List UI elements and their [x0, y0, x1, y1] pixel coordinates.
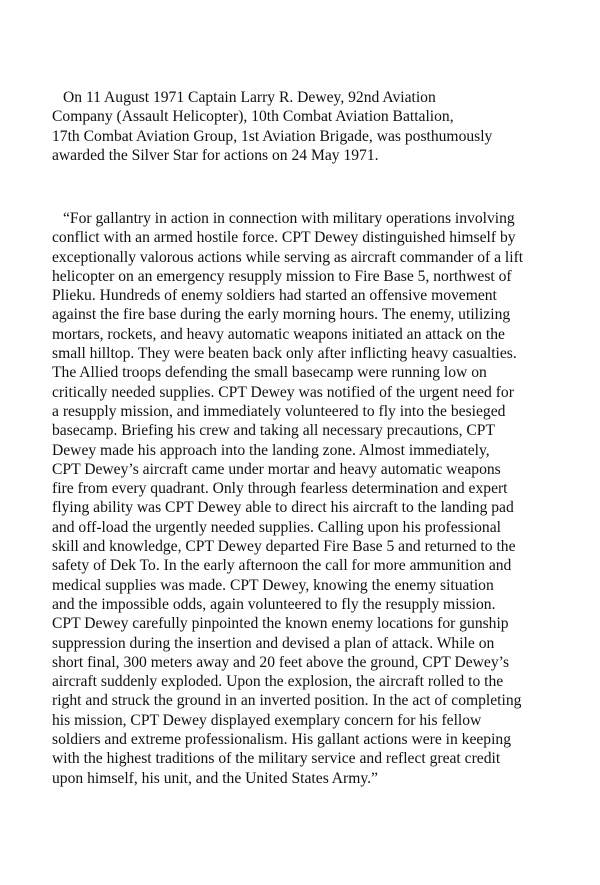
citation-line: small hilltop. They were beaten back only after inflicting heavy casualties.: [52, 345, 517, 363]
citation-line: soldiers and extreme professionalism. His gallant actions were in keeping: [52, 731, 512, 749]
citation-line: short final, 300 meters away and 20 feet above the ground, CPT Dewey’s: [52, 653, 510, 671]
citation-line: right and struck the ground in an inverted position. In the act of completing: [52, 692, 522, 710]
citation-line: helicopter on an emergency resupply mission to Fire Base 5, northwest of: [52, 267, 512, 285]
citation-line: “For gallantry in action in connection with military operations involving: [63, 210, 515, 227]
citation-line: exceptionally valorous actions while serving as aircraft commander of a lift: [52, 248, 524, 266]
citation-line: suppression during the insertion and devised a plan of attack. While on: [52, 634, 495, 652]
citation-line: fire from every quadrant. Only through fearless determination and expert: [52, 480, 508, 498]
citation-line: skill and knowledge, CPT Dewey departed Fire Base 5 and returned to the: [52, 538, 516, 556]
citation-line: CPT Dewey carefully pinpointed the known enemy locations for gunship: [52, 615, 509, 633]
citation-paragraph: [52, 209, 582, 788]
citation-line: with the highest traditions of the military service and reflect great credit: [52, 750, 501, 768]
citation-line: conflict with an armed hostile force. CPT Dewey distinguished himself by: [52, 229, 516, 247]
intro-line: Company (Assault Helicopter), 10th Combat Aviation Battalion,: [52, 108, 454, 126]
intro-line: awarded the Silver Star for actions on 24 May 1971.: [52, 146, 379, 164]
citation-line: mortars, rockets, and heavy automatic weapons initiated an attack on the: [52, 325, 505, 343]
citation-line: Plieku. Hundreds of enemy soldiers had started an offensive movement: [52, 287, 497, 305]
citation-line: upon himself, his unit, and the United States Army.”: [52, 769, 378, 787]
citation-line: and off-load the urgently needed supplies. Calling upon his professional: [52, 518, 501, 536]
citation-line: safety of Dek To. In the early afternoon the call for more ammunition and: [52, 557, 512, 575]
intro-line: 17th Combat Aviation Group, 1st Aviation Brigade, was posthumously: [52, 127, 493, 145]
intro-paragraph: [52, 88, 582, 165]
citation-line: basecamp. Briefing his crew and taking all necessary precautions, CPT: [52, 422, 495, 440]
citation-line: aircraft suddenly exploded. Upon the explosion, the aircraft rolled to the: [52, 673, 504, 691]
citation-line: Dewey made his approach into the landing zone. Almost immediately,: [52, 441, 490, 459]
citation-line: against the fire base during the early morning hours. The enemy, utilizing: [52, 306, 511, 324]
citation-line: and the impossible odds, again volunteered to fly the resupply mission.: [52, 595, 496, 613]
citation-line: CPT Dewey’s aircraft came under mortar and heavy automatic weapons: [52, 460, 501, 478]
intro-line: On 11 August 1971 Captain Larry R. Dewey, 92nd Aviation: [63, 89, 436, 106]
citation-line: critically needed supplies. CPT Dewey was notified of the urgent need for: [52, 383, 514, 401]
citation-line: medical supplies was made. CPT Dewey, knowing the enemy situation: [52, 576, 494, 594]
citation-line: The Allied troops defending the small basecamp were running low on: [52, 364, 487, 382]
citation-line: a resupply mission, and immediately volunteered to fly into the besieged: [52, 402, 506, 420]
citation-line: his mission, CPT Dewey displayed exemplary concern for his fellow: [52, 711, 482, 729]
citation-line: flying ability was CPT Dewey able to direct his aircraft to the landing pad: [52, 499, 514, 517]
